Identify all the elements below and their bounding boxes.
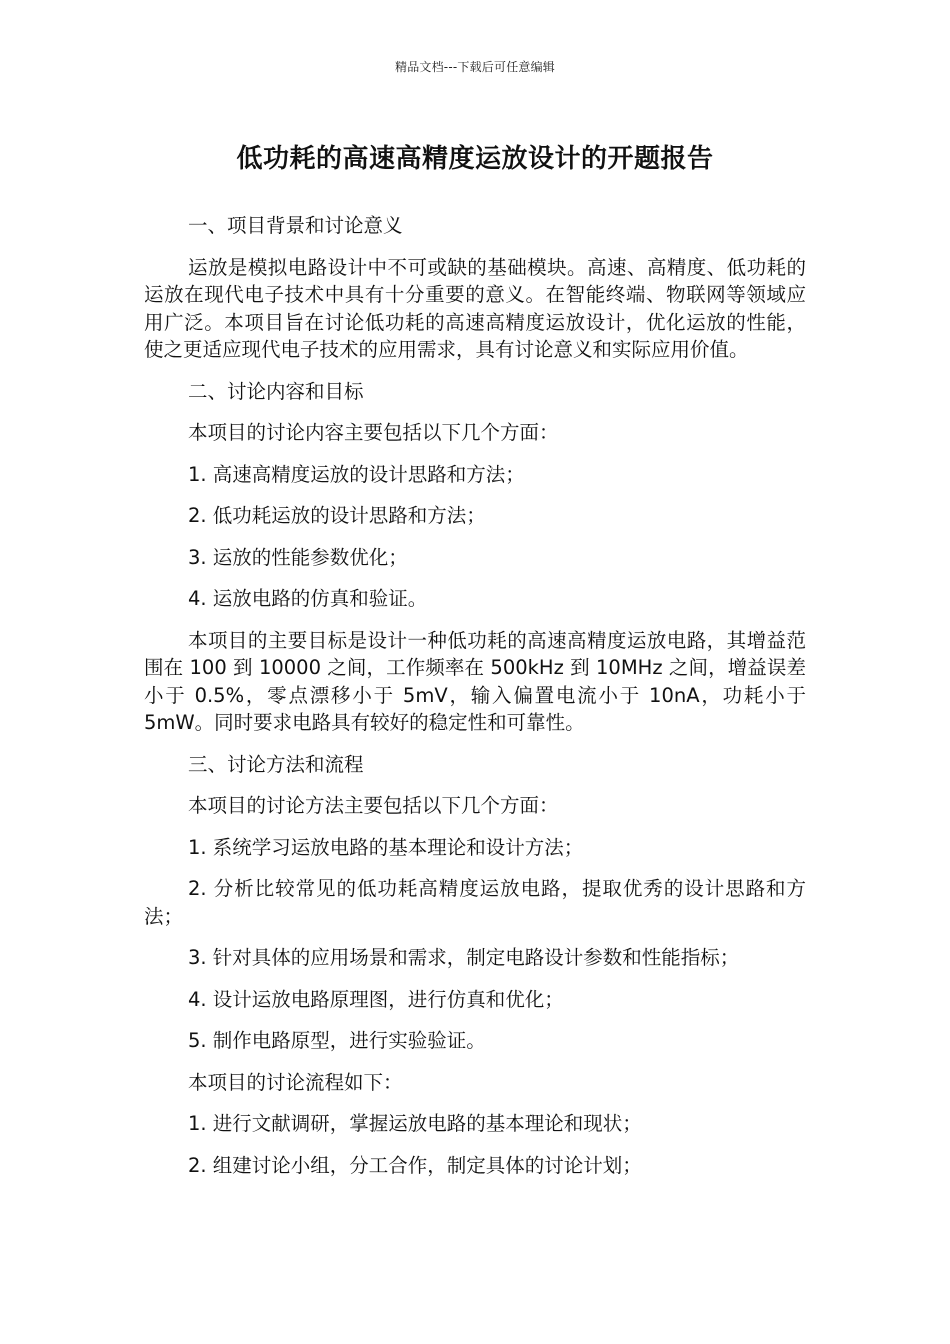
- document-body: [144, 212, 806, 1193]
- process-item-1: 1. 进行文献调研，掌握运放电路的基本理论和现状；: [188, 1112, 642, 1135]
- section-heading-3: 三、讨论方法和流程: [188, 752, 364, 776]
- method-item-2: 2. 分析比较常见的低功耗高精度运放电路，提取优秀的设计思路和方法；: [144, 877, 806, 928]
- document-title: 低功耗的高速高精度运放设计的开题报告: [236, 144, 714, 174]
- section-heading-2: 二、讨论内容和目标: [188, 379, 364, 403]
- background-paragraph: 运放是模拟电路设计中不可或缺的基础模块。高速、高精度、低功耗的运放在现代电子技术中具有十分重要的意义。在智能终端、物联网等领域应用广泛。本项目旨在讨论低功耗的高速高精度运放设计，优化运放的性能，使之更适应现代电子技术的应用需求，具有讨论意义和实际应用价值。: [144, 255, 806, 361]
- method-item-5: 5. 制作电路原型，进行实验验证。: [188, 1029, 486, 1052]
- section-heading-1: 一、项目背景和讨论意义: [188, 214, 403, 237]
- method-item-3: 3. 针对具体的应用场景和需求，制定电路设计参数和性能指标；: [188, 946, 740, 969]
- process-item-2: 2. 组建讨论小组，分工合作，制定具体的讨论计划；: [188, 1153, 642, 1177]
- process-intro: 本项目的讨论流程如下：: [188, 1070, 403, 1094]
- content-item-2: 2. 低功耗运放的设计思路和方法；: [188, 504, 486, 527]
- method-item-4: 4. 设计运放电路原理图，进行仿真和优化；: [188, 987, 564, 1011]
- content-item-3: 3. 运放的性能参数优化；: [188, 545, 408, 569]
- content-intro: 本项目的讨论内容主要包括以下几个方面：: [188, 421, 559, 444]
- content-item-1: 1. 高速高精度运放的设计思路和方法；: [188, 462, 525, 486]
- content-item-4: 4. 运放电路的仿真和验证。: [188, 587, 428, 610]
- method-item-1: 1. 系统学习运放电路的基本理论和设计方法；: [188, 835, 584, 859]
- page-header: 精品文档---下载后可任意编辑: [395, 60, 555, 74]
- goal-paragraph: 本项目的主要目标是设计一种低功耗的高速高精度运放电路，其增益范围在 100 到 10000 之间，工作频率在 500kHz 到 10MHz 之间，增益误差小于 0.5%，零点漂移小于 5mV，输入偏置电流小于 10nA，功耗小于 5mW。同时要求电路具有较好的稳定性和可靠性。: [144, 628, 806, 734]
- method-intro: 本项目的讨论方法主要包括以下几个方面：: [188, 794, 559, 817]
